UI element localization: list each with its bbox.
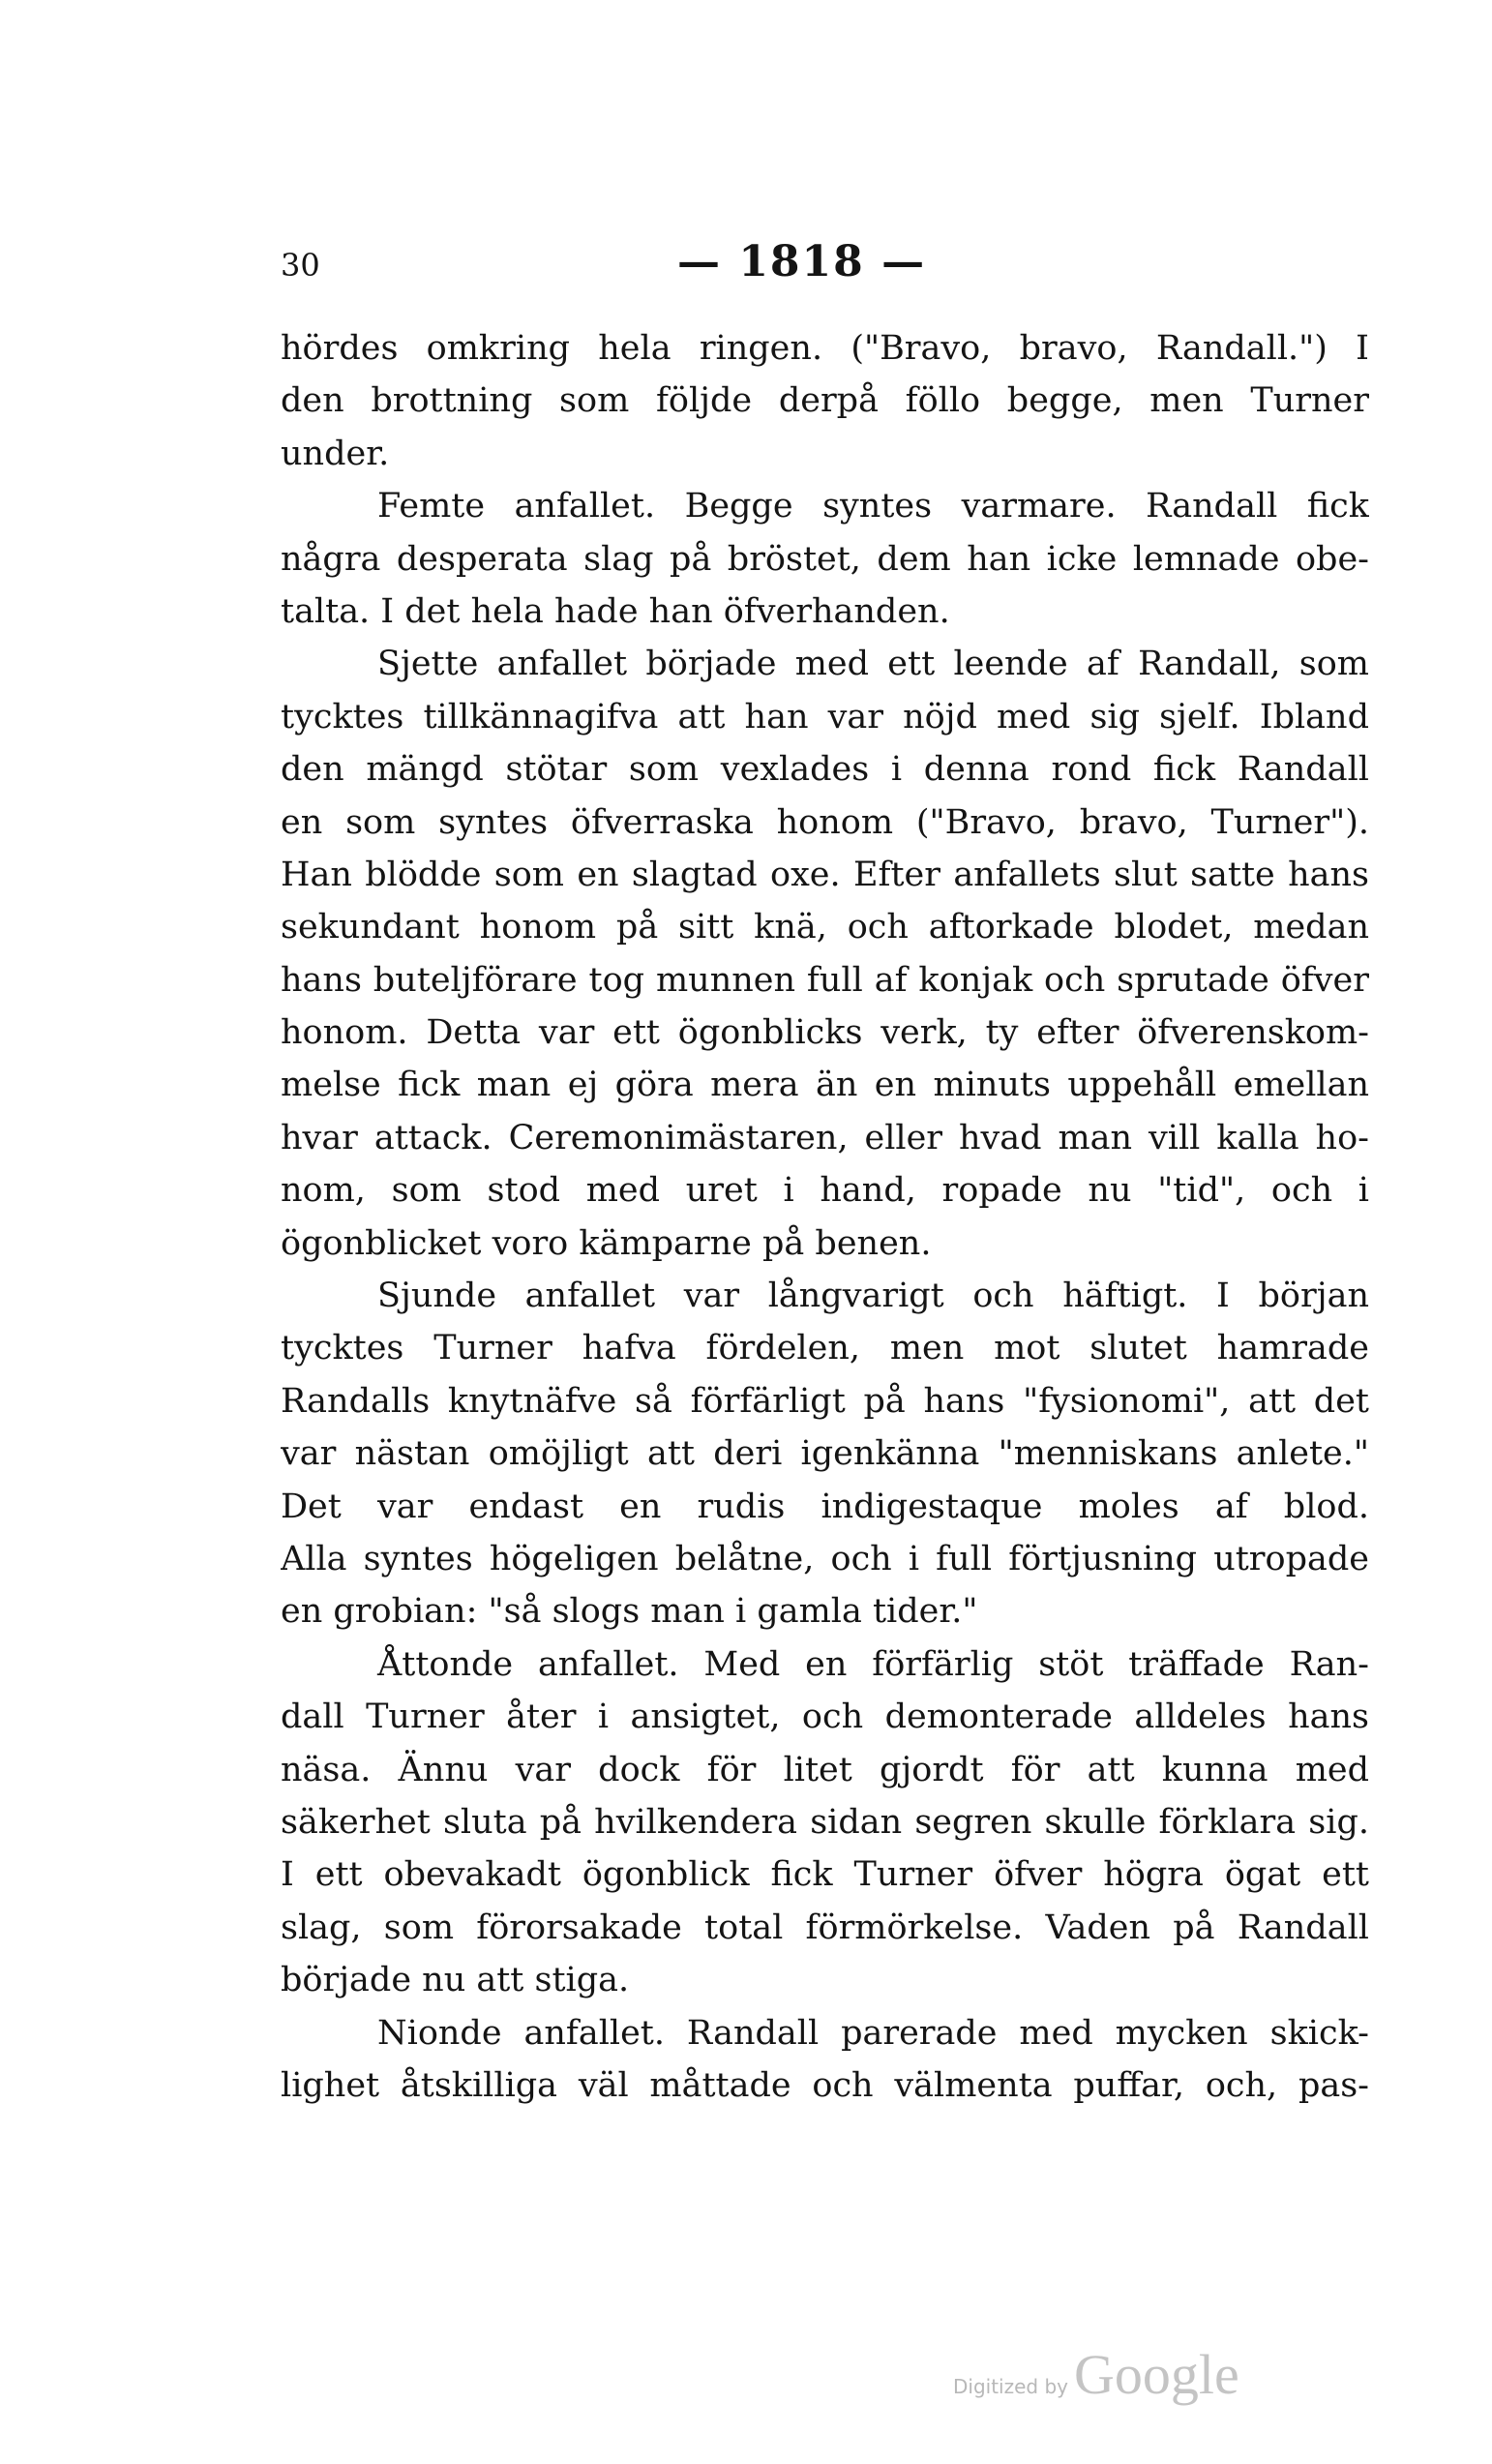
text-line: melse fick man ej göra mera än en minuts uppehåll emellan bbox=[281, 1066, 1369, 1105]
text-line: ögonblicket voro kämparne på benen. bbox=[281, 1223, 932, 1263]
digitized-watermark bbox=[953, 2342, 1239, 2407]
page-header bbox=[276, 237, 1369, 295]
text-line: Nionde anfallet. Randall parerade med mycken skick- bbox=[377, 2013, 1369, 2053]
text-line: Åttonde anfallet. Med en förfärlig stöt träffade Ran- bbox=[377, 1644, 1369, 1684]
text-line: var nästan omöjligt att deri igenkänna "menniskans anlete." bbox=[281, 1434, 1369, 1474]
text-line: sekundant honom på sitt knä, och aftorkade blodet, medan bbox=[281, 908, 1369, 947]
text-line: Han blödde som en slagtad oxe. Efter anfallets slut satte hans bbox=[281, 855, 1369, 894]
text-line: några desperata slag på bröstet, dem han icke lemnade obe- bbox=[281, 539, 1369, 579]
text-line: Sjette anfallet började med ett leende af Randall, som bbox=[377, 645, 1369, 684]
body-text bbox=[281, 322, 1369, 2112]
digitized-by-label: Digitized by bbox=[953, 2375, 1068, 2398]
text-line: säkerhet sluta på hvilkendera sidan segren skulle förklara sig. bbox=[281, 1802, 1369, 1842]
text-line: en som syntes öfverraska honom ("Bravo, bravo, Turner"). bbox=[281, 802, 1369, 842]
text-line: Sjunde anfallet var långvarigt och häftigt. I början bbox=[377, 1277, 1369, 1316]
text-line: lighet åtskilliga väl måttade och välmenta puffar, och, pas- bbox=[281, 2065, 1369, 2105]
text-line: I ett obevakadt ögonblick fick Turner öfver högra ögat ett bbox=[281, 1855, 1369, 1895]
text-line: den brottning som följde derpå föllo begge, men Turner bbox=[281, 381, 1369, 421]
text-line: honom. Detta var ett ögonblicks verk, ty efter öfverenskom- bbox=[281, 1013, 1369, 1053]
text-line: under. bbox=[281, 434, 390, 473]
google-wordmark: Google bbox=[1074, 2343, 1239, 2406]
page-number: 30 bbox=[281, 247, 320, 284]
text-line: en grobian: "så slogs man i gamla tider." bbox=[281, 1592, 978, 1632]
text-line: talta. I det hela hade han öfverhanden. bbox=[281, 591, 950, 631]
text-line: tycktes Turner hafva fördelen, men mot slutet hamrade bbox=[281, 1329, 1369, 1368]
text-line: hördes omkring hela ringen. ("Bravo, bravo, Randall.") I bbox=[281, 329, 1369, 368]
text-line: näsa. Ännu var dock för litet gjordt för att kunna med bbox=[281, 1750, 1369, 1789]
text-line: Alla syntes högeligen belåtne, och i full förtjusning utropade bbox=[281, 1539, 1369, 1578]
text-line: nom, som stod med uret i hand, ropade nu "tid", och i bbox=[281, 1171, 1369, 1211]
text-line: började nu att stiga. bbox=[281, 1961, 630, 2000]
text-line: Femte anfallet. Begge syntes varmare. Randall fick bbox=[377, 487, 1369, 526]
text-line: slag, som förorsakade total förmörkelse. Vaden på Randall bbox=[281, 1908, 1369, 1947]
text-line: Randalls knytnäfve så förfärligt på hans "fysionomi", att det bbox=[281, 1381, 1369, 1421]
text-line: hans buteljförare tog munnen full af konjak och sprutade öfver bbox=[281, 960, 1369, 1000]
text-line: tycktes tillkännagifva att han var nöjd med sig sjelf. Ibland bbox=[281, 697, 1369, 736]
running-title: — 1818 — bbox=[677, 237, 927, 286]
text-line: hvar attack. Ceremonimästaren, eller hvad man vill kalla ho- bbox=[281, 1118, 1369, 1157]
text-line: dall Turner åter i ansigtet, och demonterade alldeles hans bbox=[281, 1698, 1369, 1737]
text-line: den mängd stötar som vexlades i denna rond fick Randall bbox=[281, 750, 1369, 790]
text-line: Det var endast en rudis indigestaque moles af blod. bbox=[281, 1487, 1369, 1526]
